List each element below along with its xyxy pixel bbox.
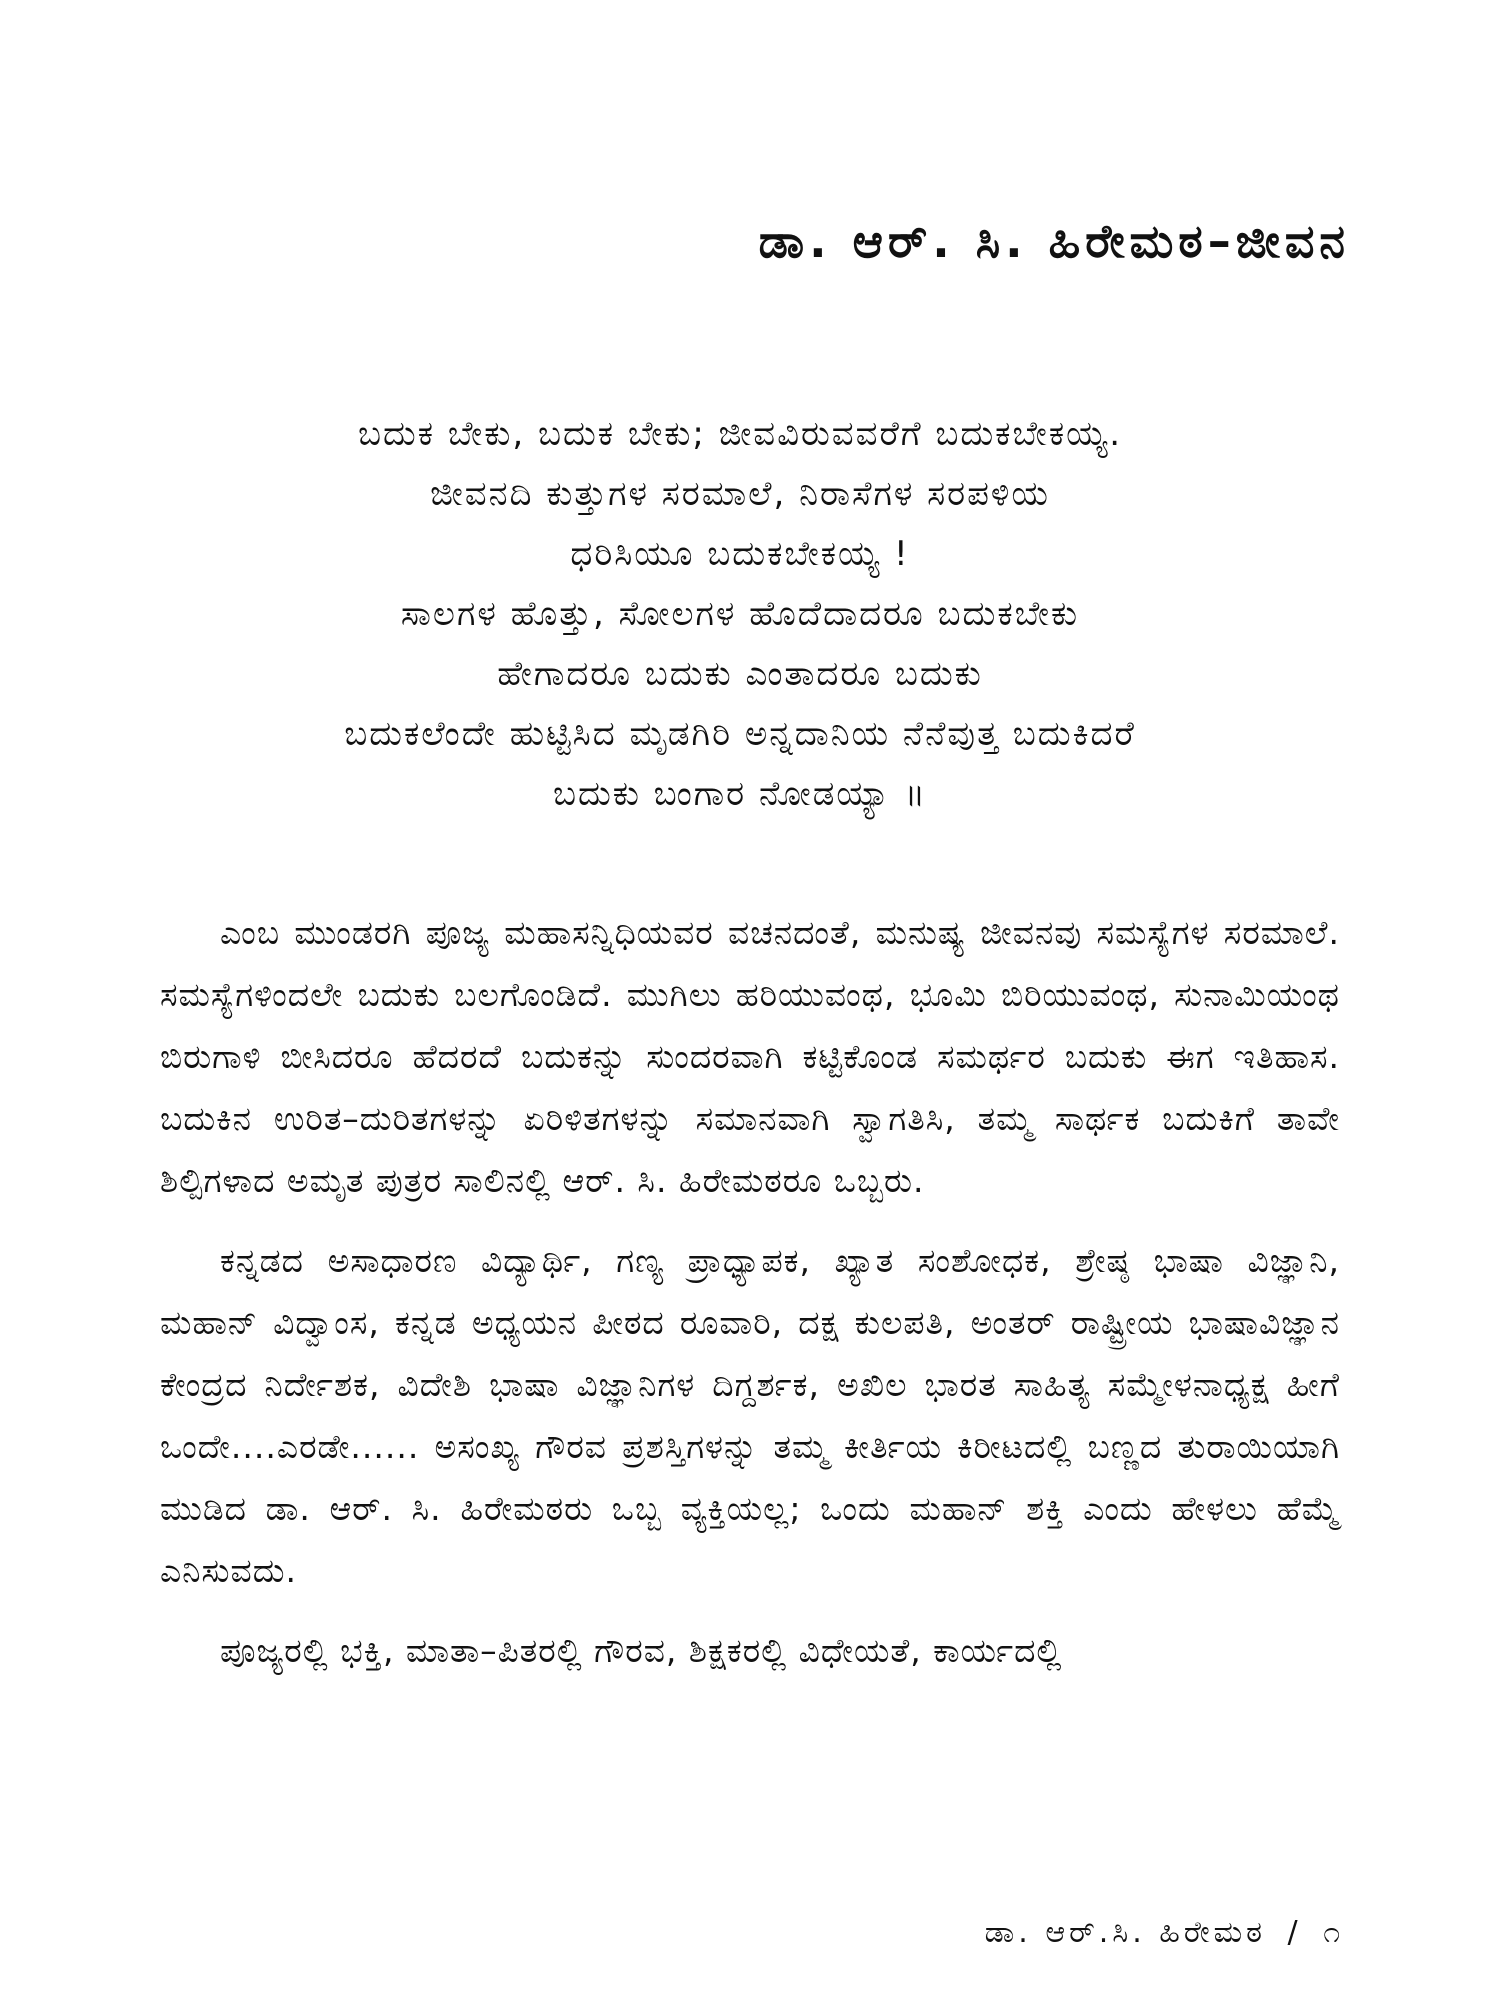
poem-line: ಧರಿಸಿಯೂ ಬದುಕಬೇಕಯ್ಯ ! xyxy=(570,534,910,574)
poem-line: ಸಾಲಗಳ ಹೊತ್ತು, ಸೋಲಗಳ ಹೊದೆದಾದರೂ ಬದುಕಬೇಕು xyxy=(400,594,1080,634)
paragraph: ಎಂಬ ಮುಂಡರಗಿ ಪೂಜ್ಯ ಮಹಾಸನ್ನಿಧಿಯವರ ವಚನದಂತೆ, ಮನುಷ್ಯ ಜೀವನವು ಸಮಸ್ಯೆಗಳ ಸರಮಾಲೆ. ಸಮಸ್ಯೆಗಳಿಂದಲೇ ಬದುಕು ಬಲಗೊಂಡಿದೆ. ಮುಗಿಲು ಹರಿಯುವಂಥ, ಭೂಮಿ ಬಿರಿಯುವಂಥ, ಸುನಾಮಿಯಂಥ ಬಿರುಗಾಳಿ ಬೀಸಿದರೂ ಹೆದರದೆ ಬದುಕನ್ನು ಸುಂದರವಾಗಿ ಕಟ್ಟಿಕೊಂಡ ಸಮರ್ಥರ ಬದುಕು ಈಗ ಇತಿಹಾಸ. ಬದುಕಿನ ಉರಿತ–ದುರಿತಗಳನ್ನು ಏರಿಳಿತಗಳನ್ನು ಸಮಾನವಾಗಿ ಸ್ವಾಗತಿಸಿ, ತಮ್ಮ ಸಾರ್ಥಕ ಬದುಕಿಗೆ ತಾವೇ ಶಿಲ್ಪಿಗಳಾದ ಅಮೃತ ಪುತ್ರರ ಸಾಲಿನಲ್ಲಿ ಆರ್. ಸಿ. ಹಿರೇಮಠರೂ ಒಬ್ಬರು. xyxy=(160,913,1340,1200)
poem-line: ಹೇಗಾದರೂ ಬದುಕು ಎಂತಾದರೂ ಬದುಕು xyxy=(497,654,983,694)
poem-line: ಜೀವನದಿ ಕುತ್ತುಗಳ ಸರಮಾಲೆ, ನಿರಾಸೆಗಳ ಸರಪಳಿಯ xyxy=(430,474,1050,514)
body-text xyxy=(160,902,1340,1700)
poem-line: ಬದುಕಲೆಂದೇ ಹುಟ್ಟಿಸಿದ ಮೃಡಗಿರಿ ಅನ್ನದಾನಿಯ ನೆನೆವುತ್ತ ಬದುಕಿದರೆ xyxy=(344,714,1136,754)
page-title: ಡಾ. ಆರ್. ಸಿ. ಹಿರೇಮಠ–ಜೀವನ xyxy=(758,214,1350,268)
paragraph: ಕನ್ನಡದ ಅಸಾಧಾರಣ ವಿದ್ಯಾರ್ಥಿ, ಗಣ್ಯ ಪ್ರಾಧ್ಯಾಪಕ, ಖ್ಯಾತ ಸಂಶೋಧಕ, ಶ್ರೇಷ್ಠ ಭಾಷಾ ವಿಜ್ಞಾನಿ, ಮಹಾನ್ ವಿದ್ವಾಂಸ, ಕನ್ನಡ ಅಧ್ಯಯನ ಪೀಠದ ರೂವಾರಿ, ದಕ್ಷ ಕುಲಪತಿ, ಅಂತರ್ ರಾಷ್ಟ್ರೀಯ ಭಾಷಾವಿಜ್ಞಾನ ಕೇಂದ್ರದ ನಿರ್ದೇಶಕ, ವಿದೇಶಿ ಭಾಷಾ ವಿಜ್ಞಾನಿಗಳ ದಿಗ್ದರ್ಶಕ, ಅಖಿಲ ಭಾರತ ಸಾಹಿತ್ಯ ಸಮ್ಮೇಳನಾಧ್ಯಕ್ಷ ಹೀಗೆ ಒಂದೇ....ಎರಡೇ...... ಅಸಂಖ್ಯ ಗೌರವ ಪ್ರಶಸ್ತಿಗಳನ್ನು ತಮ್ಮ ಕೀರ್ತಿಯ ಕಿರೀಟದಲ್ಲಿ ಬಣ್ಣದ ತುರಾಯಿಯಾಗಿ ಮುಡಿದ ಡಾ. ಆರ್. ಸಿ. ಹಿರೇಮಠರು ಒಬ್ಬ ವ್ಯಕ್ತಿಯಲ್ಲ; ಒಂದು ಮಹಾನ್ ಶಕ್ತಿ ಎಂದು ಹೇಳಲು ಹೆಮ್ಮೆ ಎನಿಸುವದು. xyxy=(160,1241,1340,1590)
page-footer xyxy=(981,1915,1348,1950)
footer-separator: / xyxy=(1287,1915,1302,1950)
page-number: ೧ xyxy=(1323,1915,1344,1950)
poem-line: ಬದುಕ ಬೇಕು, ಬದುಕ ಬೇಕು; ಜೀವವಿರುವವರೆಗೆ ಬದುಕಬೇಕಯ್ಯ. xyxy=(357,414,1123,454)
poem-block xyxy=(150,404,1330,824)
running-title: ಡಾ. ಆರ್.ಸಿ. ಹಿರೇಮಠ xyxy=(984,1915,1266,1950)
poem-line: ಬದುಕು ಬಂಗಾರ ನೋಡಯ್ಯಾ ॥ xyxy=(552,774,928,814)
paragraph: ಪೂಜ್ಯರಲ್ಲಿ ಭಕ್ತಿ, ಮಾತಾ–ಪಿತರಲ್ಲಿ ಗೌರವ, ಶಿಕ್ಷಕರಲ್ಲಿ ವಿಧೇಯತೆ, ಕಾರ್ಯದಲ್ಲಿ xyxy=(220,1631,1063,1670)
